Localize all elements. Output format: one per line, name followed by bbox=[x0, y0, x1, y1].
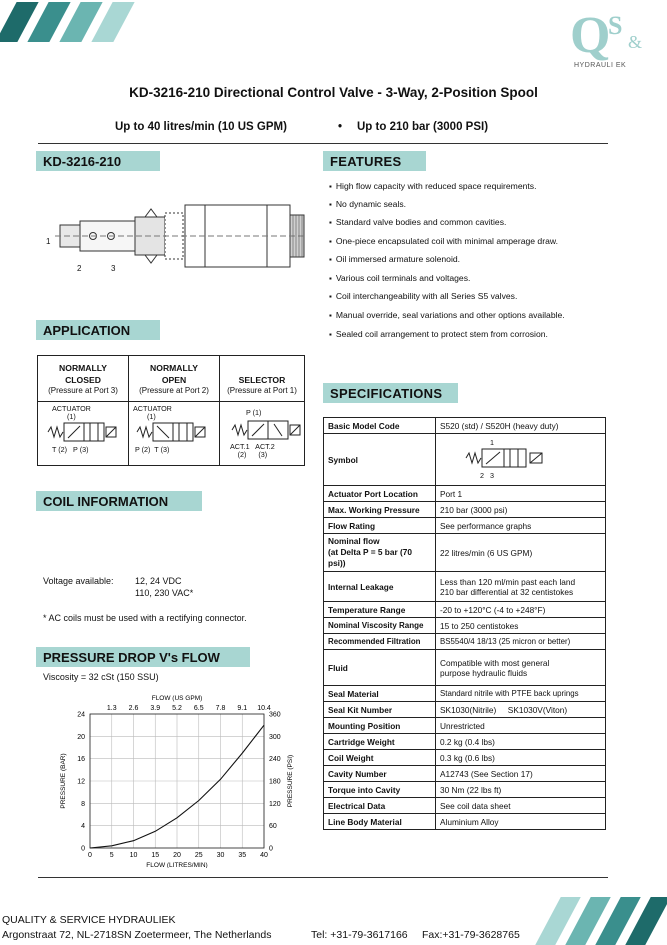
feature-item: ▪ Standard valve bodies and common cavities. bbox=[329, 217, 506, 227]
y-axis-label: PRESSURE (BAR) bbox=[60, 753, 67, 809]
y-tick-label: 20 bbox=[77, 733, 85, 741]
y2-axis-label: PRESSURE (PSI) bbox=[287, 754, 294, 808]
y-tick-label: 24 bbox=[77, 711, 85, 719]
x2-tick-label: 5.2 bbox=[172, 705, 182, 712]
port-top-label: P (1) bbox=[246, 408, 262, 417]
y-tick-label: 8 bbox=[81, 800, 85, 808]
chart-svg bbox=[40, 688, 310, 868]
spec-key: Symbol bbox=[324, 434, 436, 486]
feature-item: ▪ Various coil terminals and voltages. bbox=[329, 273, 470, 283]
specifications-heading: SPECIFICATIONS bbox=[323, 383, 458, 403]
port-label-2: 2 bbox=[77, 264, 82, 273]
port-top-label: (1) bbox=[147, 412, 156, 421]
y-tick-label: 16 bbox=[77, 756, 85, 764]
app-col-normally-closed bbox=[38, 356, 129, 402]
page-title: KD-3216-210 Directional Control Valve - 3-Way, 2-Position Spool bbox=[129, 85, 538, 100]
spec-symbol-cell bbox=[436, 434, 606, 486]
y-tick-label: 12 bbox=[77, 778, 85, 786]
port-bottom-label: P (2) T (3) bbox=[135, 445, 170, 454]
y-tick-label: 0 bbox=[81, 845, 85, 853]
spec-row bbox=[324, 434, 606, 486]
spec-value: See coil data sheet bbox=[436, 798, 606, 814]
spec-value: See performance graphs bbox=[436, 518, 606, 534]
valve-symbol-icon bbox=[135, 420, 207, 444]
feature-item: ▪ Coil interchangeability with all Series S5 valves. bbox=[329, 291, 517, 301]
spec-value: 30 Nm (22 lbs ft) bbox=[436, 782, 606, 798]
spec-value: SK1030(Nitrile) SK1030V(Viton) bbox=[436, 702, 606, 718]
port-label-1: 1 bbox=[46, 237, 51, 246]
x-tick-label: 40 bbox=[260, 852, 268, 859]
x2-tick-label: 2.6 bbox=[128, 705, 139, 712]
spec-key: Internal Leakage bbox=[324, 572, 436, 602]
spec-key: Fluid bbox=[324, 650, 436, 686]
company-logo bbox=[568, 4, 648, 74]
footer-company: QUALITY & SERVICE HYDRAULIEK bbox=[2, 914, 176, 926]
y2-tick-label: 360 bbox=[269, 711, 281, 719]
specifications-table bbox=[323, 417, 606, 830]
app-col-normally-open bbox=[129, 356, 220, 402]
x2-tick-label: 1.3 bbox=[106, 705, 117, 712]
spec-row bbox=[324, 518, 606, 534]
spec-value: -20 to +120°C (-4 to +248°F) bbox=[436, 602, 606, 618]
app-symbol-cell bbox=[38, 402, 129, 466]
x-tick-label: 10 bbox=[129, 852, 138, 859]
feature-item: ▪ Oil immersed armature solenoid. bbox=[329, 254, 460, 264]
coil-info-heading: COIL INFORMATION bbox=[36, 491, 202, 511]
pressure-drop-heading: PRESSURE DROP V's FLOW bbox=[36, 647, 250, 667]
spec-key: Flow Rating bbox=[324, 518, 436, 534]
app-heading: SELECTOR bbox=[238, 375, 286, 385]
coil-note: * AC coils must be used with a rectifying connector. bbox=[43, 613, 247, 623]
feature-item: ▪ Sealed coil arrangement to protect stem from corrosion. bbox=[329, 329, 548, 339]
svg-text:&: & bbox=[628, 32, 643, 52]
spec-key: Nominal Viscosity Range bbox=[324, 618, 436, 634]
bottom-divider bbox=[38, 877, 608, 878]
app-symbol-cell bbox=[220, 402, 305, 466]
x-axis-label: FLOW (LITRES/MIN) bbox=[146, 862, 208, 868]
top-divider bbox=[38, 143, 608, 144]
spec-row bbox=[324, 618, 606, 634]
spec-key: Temperature Range bbox=[324, 602, 436, 618]
port-bottom-label: ACT.1 ACT.2 (2) (3) bbox=[230, 442, 275, 459]
symbol-port-bottom: 2 3 bbox=[480, 471, 494, 480]
spec-row bbox=[324, 766, 606, 782]
spec-row bbox=[324, 718, 606, 734]
footer-tel: Tel: +31-79-3617166 bbox=[311, 929, 408, 941]
voltage-label: Voltage available: bbox=[43, 576, 114, 586]
spec-row bbox=[324, 486, 606, 502]
spec-value: 0.3 kg (0.6 lbs) bbox=[436, 750, 606, 766]
y2-tick-label: 120 bbox=[269, 800, 281, 808]
valve-symbol-icon bbox=[464, 446, 546, 470]
spec-value: S520 (std) / S520H (heavy duty) bbox=[436, 418, 606, 434]
spec-key: Nominal flow (at Delta P = 5 bar (70 psi)) bbox=[324, 534, 436, 572]
spec-row bbox=[324, 634, 606, 650]
spec-value: Port 1 bbox=[436, 486, 606, 502]
spec-value: 210 bar (3000 psi) bbox=[436, 502, 606, 518]
spec-value: 22 litres/min (6 US GPM) bbox=[436, 534, 606, 572]
x-tick-label: 30 bbox=[216, 852, 225, 859]
footer-address: Argonstraat 72, NL-2718SN Zoetermeer, The Netherlands bbox=[2, 929, 272, 941]
port-label-3: 3 bbox=[111, 264, 116, 273]
spec-row bbox=[324, 418, 606, 434]
svg-text:Q: Q bbox=[570, 7, 611, 64]
x-tick-label: 35 bbox=[238, 852, 247, 859]
spec-value: Unrestricted bbox=[436, 718, 606, 734]
spec-key: Torque into Cavity bbox=[324, 782, 436, 798]
valve-cross-section-drawing bbox=[45, 195, 310, 275]
spec-value: BS5540/4 18/13 (25 micron or better) bbox=[436, 634, 606, 650]
y2-tick-label: 60 bbox=[269, 823, 277, 831]
app-col-selector bbox=[220, 356, 305, 402]
spec-key: Max. Working Pressure bbox=[324, 502, 436, 518]
spec-value: 15 to 250 centistokes bbox=[436, 618, 606, 634]
pressure-rating: Up to 210 bar (3000 PSI) bbox=[357, 121, 489, 133]
voltage-dc: 12, 24 VDC bbox=[135, 576, 182, 586]
spec-key: Cartridge Weight bbox=[324, 734, 436, 750]
x-tick-label: 20 bbox=[173, 852, 181, 859]
spec-value: Less than 120 ml/min past each land 210 bar differential at 32 centistokes bbox=[436, 572, 606, 602]
spec-key: Recommended Filtration bbox=[324, 634, 436, 650]
port-bottom-label: T (2) P (3) bbox=[52, 445, 89, 454]
x2-tick-label: 6.5 bbox=[193, 705, 204, 712]
x2-tick-label: 10.4 bbox=[257, 705, 271, 712]
app-symbol-cell bbox=[129, 402, 220, 466]
x2-tick-label: 7.8 bbox=[215, 705, 226, 712]
model-heading: KD-3216-210 bbox=[36, 151, 160, 171]
svg-text:S: S bbox=[608, 11, 623, 40]
app-sub: (Pressure at Port 1) bbox=[227, 386, 297, 395]
spec-key: Cavity Number bbox=[324, 766, 436, 782]
y2-tick-label: 240 bbox=[269, 756, 281, 764]
spec-row bbox=[324, 686, 606, 702]
app-sub: (Pressure at Port 2) bbox=[139, 386, 209, 395]
spec-key: Coil Weight bbox=[324, 750, 436, 766]
port-top-label: (1) bbox=[67, 412, 76, 421]
spec-value: Aluminium Alloy bbox=[436, 814, 606, 830]
spec-row bbox=[324, 798, 606, 814]
spec-row bbox=[324, 534, 606, 572]
spec-row bbox=[324, 750, 606, 766]
actuator-label: ACTUATOR bbox=[52, 404, 91, 413]
spec-key: Actuator Port Location bbox=[324, 486, 436, 502]
features-heading: FEATURES bbox=[323, 151, 426, 171]
feature-item: ▪ No dynamic seals. bbox=[329, 199, 406, 209]
spec-value: Compatible with most general purpose hydraulic fluids bbox=[436, 650, 606, 686]
app-sub: (Pressure at Port 3) bbox=[48, 386, 118, 395]
y2-tick-label: 300 bbox=[269, 733, 281, 741]
application-table bbox=[37, 355, 305, 466]
x2-tick-label: 9.1 bbox=[237, 705, 248, 712]
x-tick-label: 15 bbox=[151, 852, 160, 859]
application-heading: APPLICATION bbox=[36, 320, 160, 340]
app-heading: NORMALLY OPEN bbox=[150, 363, 198, 385]
spec-row bbox=[324, 650, 606, 686]
footer-fax: Fax:+31-79-3628765 bbox=[422, 929, 520, 941]
y-tick-label: 4 bbox=[81, 823, 85, 831]
spec-key: Seal Kit Number bbox=[324, 702, 436, 718]
spec-row bbox=[324, 702, 606, 718]
symbol-port-top: 1 bbox=[490, 438, 494, 447]
spec-row bbox=[324, 814, 606, 830]
x2-tick-label: 3.9 bbox=[150, 705, 161, 712]
viscosity-note: Viscosity = 32 cSt (150 SSU) bbox=[43, 672, 159, 682]
spec-value: 0.2 kg (0.4 lbs) bbox=[436, 734, 606, 750]
spec-key: Electrical Data bbox=[324, 798, 436, 814]
voltage-ac: 110, 230 VAC* bbox=[135, 588, 194, 598]
valve-symbol-icon bbox=[46, 420, 118, 444]
x-tick-label: 0 bbox=[88, 852, 92, 859]
spec-value: A12743 (See Section 17) bbox=[436, 766, 606, 782]
logo-subtext: HYDRAULI EK bbox=[574, 62, 627, 69]
app-heading: NORMALLY CLOSED bbox=[59, 363, 107, 385]
y2-tick-label: 0 bbox=[269, 845, 273, 853]
pressure-flow-chart bbox=[40, 688, 310, 868]
spec-value: Standard nitrile with PTFE back uprings bbox=[436, 686, 606, 702]
flow-rating: Up to 40 litres/min (10 US GPM) bbox=[115, 121, 287, 133]
x2-axis-label: FLOW (US GPM) bbox=[151, 695, 203, 702]
x-tick-label: 5 bbox=[109, 852, 114, 859]
feature-item: ▪ High flow capacity with reduced space requirements. bbox=[329, 181, 536, 191]
subtitle-bullet: • bbox=[338, 121, 343, 133]
valve-symbol-icon bbox=[230, 418, 302, 442]
spec-row bbox=[324, 602, 606, 618]
x-tick-label: 25 bbox=[194, 852, 203, 859]
spec-row bbox=[324, 782, 606, 798]
spec-key: Mounting Position bbox=[324, 718, 436, 734]
spec-key: Seal Material bbox=[324, 686, 436, 702]
feature-item: ▪ Manual override, seal variations and other options available. bbox=[329, 310, 565, 320]
spec-row bbox=[324, 572, 606, 602]
y2-tick-label: 180 bbox=[269, 778, 281, 786]
spec-key: Line Body Material bbox=[324, 814, 436, 830]
feature-item: ▪ One-piece encapsulated coil with minimal amperage draw. bbox=[329, 236, 558, 246]
spec-row bbox=[324, 734, 606, 750]
spec-row bbox=[324, 502, 606, 518]
spec-key: Basic Model Code bbox=[324, 418, 436, 434]
actuator-label: ACTUATOR bbox=[133, 404, 172, 413]
